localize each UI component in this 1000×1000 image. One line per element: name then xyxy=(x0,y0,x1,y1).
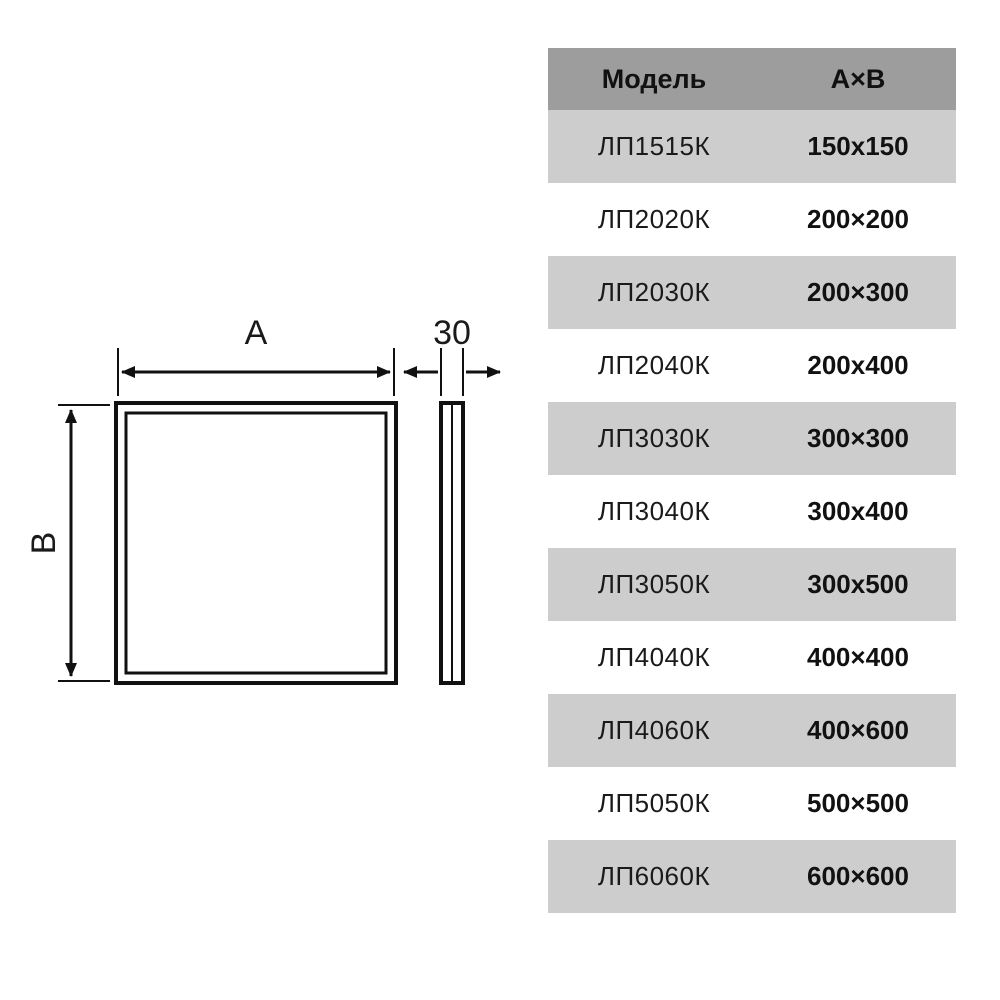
cell-size: 150x150 xyxy=(760,110,956,183)
model-size-table xyxy=(548,48,956,913)
cell-model: ЛП5050К xyxy=(548,767,760,840)
cell-size: 500×500 xyxy=(760,767,956,840)
cell-size: 200×200 xyxy=(760,183,956,256)
cell-size: 600×600 xyxy=(760,840,956,913)
cell-size: 200×300 xyxy=(760,256,956,329)
table-row xyxy=(548,548,956,621)
cell-model: ЛП1515К xyxy=(548,110,760,183)
cell-model: ЛП2030К xyxy=(548,256,760,329)
table-header xyxy=(548,48,956,110)
cell-size: 300x500 xyxy=(760,548,956,621)
table-row xyxy=(548,183,956,256)
table-row xyxy=(548,621,956,694)
cell-size: 200x400 xyxy=(760,329,956,402)
table-row xyxy=(548,840,956,913)
table-header-row xyxy=(548,48,956,110)
cell-model: ЛП2040К xyxy=(548,329,760,402)
column-header-size: A×B xyxy=(760,48,956,110)
column-header-model: Модель xyxy=(548,48,760,110)
dimension-label-b: B xyxy=(25,531,63,555)
cell-model: ЛП4060К xyxy=(548,694,760,767)
side-view-panel xyxy=(441,403,463,683)
cell-size: 300×300 xyxy=(760,402,956,475)
table-row xyxy=(548,110,956,183)
cell-size: 400×400 xyxy=(760,621,956,694)
cell-size: 300x400 xyxy=(760,475,956,548)
table-row xyxy=(548,329,956,402)
cell-model: ЛП3030К xyxy=(548,402,760,475)
cell-model: ЛП6060К xyxy=(548,840,760,913)
cell-size: 400×600 xyxy=(760,694,956,767)
table-row xyxy=(548,694,956,767)
cell-model: ЛП4040К xyxy=(548,621,760,694)
table-row xyxy=(548,767,956,840)
cell-model: ЛП2020К xyxy=(548,183,760,256)
dimension-label-thickness: 30 xyxy=(433,314,471,352)
dimension-label-a: A xyxy=(244,314,268,352)
table-row xyxy=(548,475,956,548)
front-view-panel xyxy=(116,403,396,683)
table-body xyxy=(548,110,956,913)
table-row xyxy=(548,256,956,329)
cell-model: ЛП3050К xyxy=(548,548,760,621)
table-row xyxy=(548,402,956,475)
cell-model: ЛП3040К xyxy=(548,475,760,548)
